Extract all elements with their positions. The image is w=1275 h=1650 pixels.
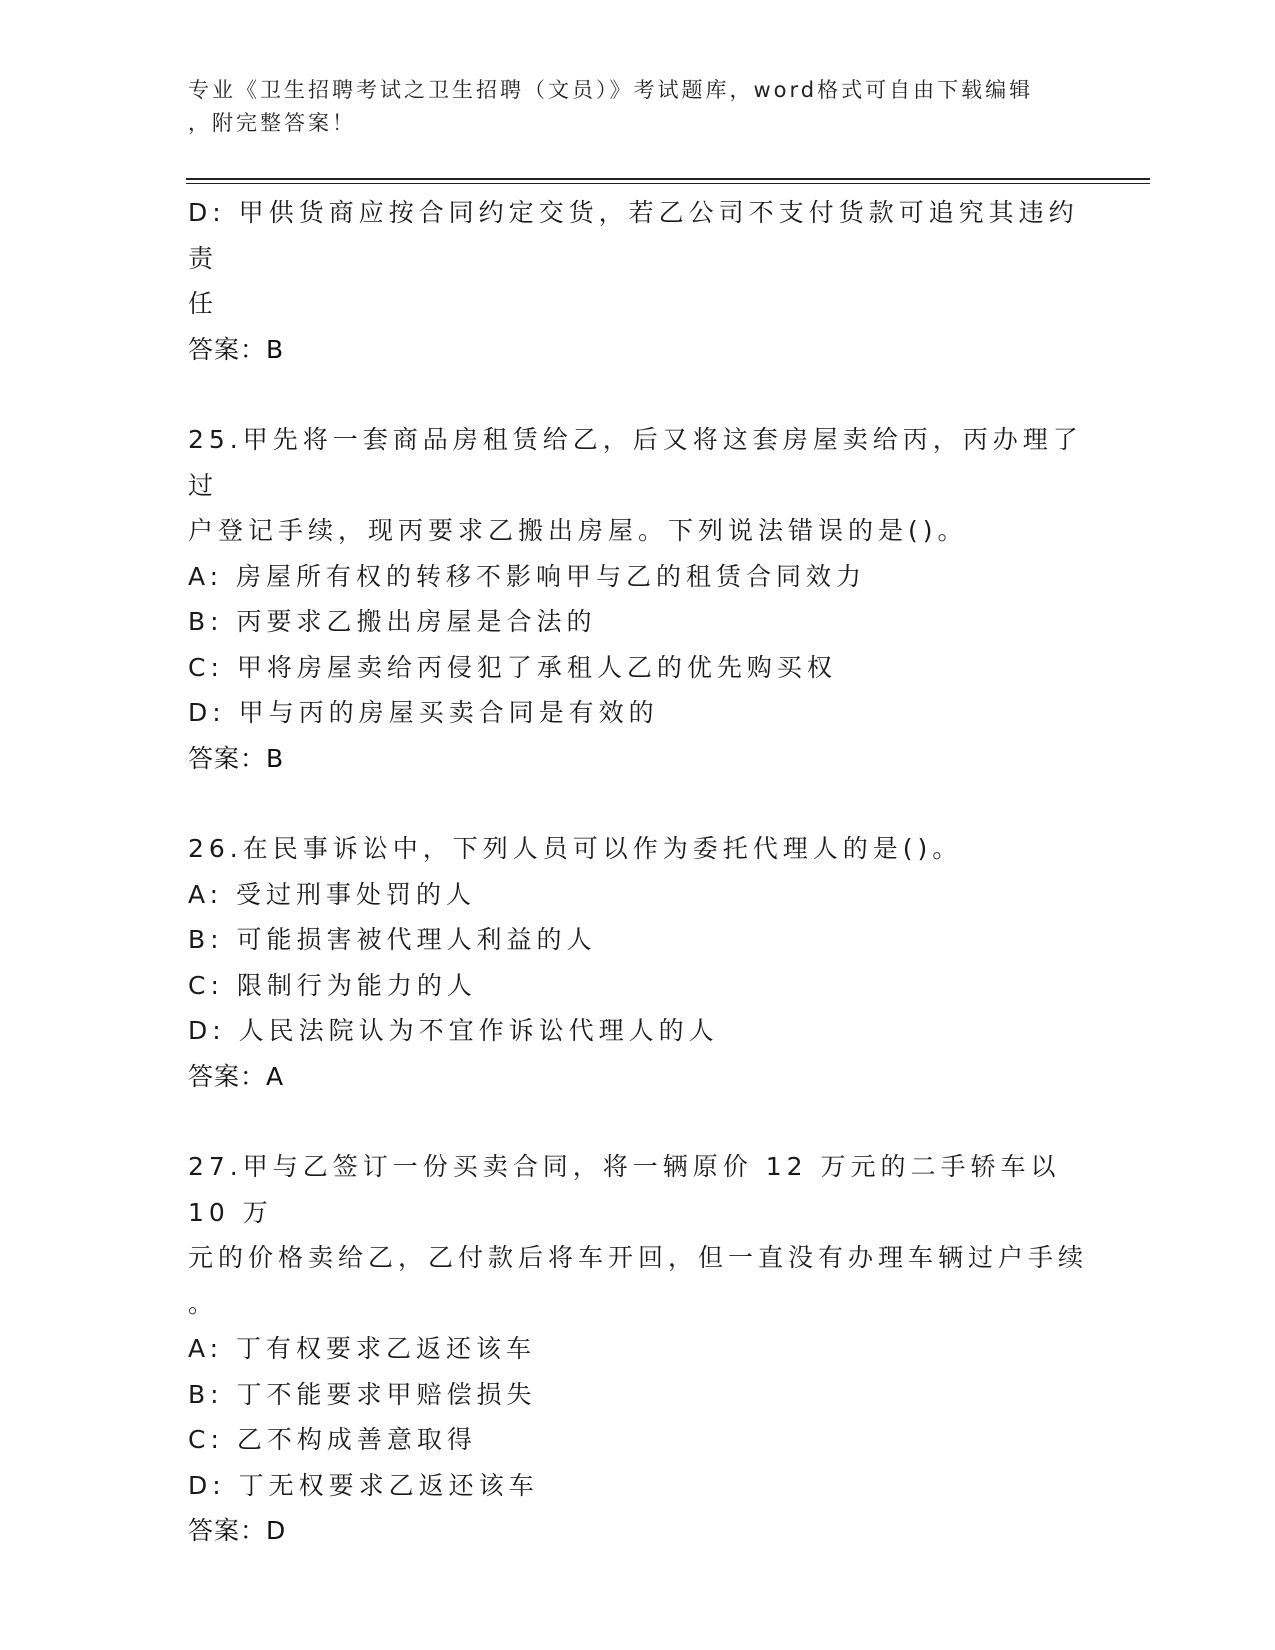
answer-label: 答案：B	[188, 334, 285, 364]
option-a: A: 房屋所有权的转移不影响甲与乙的租赁合同效力	[188, 561, 867, 591]
header-divider	[186, 178, 1150, 180]
option-b: B: 丙要求乙搬出房屋是合法的	[188, 607, 597, 636]
spacer	[188, 372, 1088, 417]
header-title-line2: ，附完整答案！	[188, 111, 356, 135]
question-stem: 25.甲先将一套商品房租赁给乙，后又将这套房屋卖给丙，丙办理了过	[188, 425, 1083, 500]
question-27	[188, 1144, 1088, 1554]
header-divider-thin	[186, 183, 1150, 184]
question-stem: 户登记手续，现丙要求乙搬出房屋。下列说法错误的是()。	[188, 516, 968, 545]
question-stem: 元的价格卖给乙，乙付款后将车开回，但一直没有办理车辆过户手续	[188, 1243, 1089, 1272]
option-d: D: 甲与丙的房屋买卖合同是有效的	[188, 698, 659, 727]
option-c: C: 乙不构成善意取得	[188, 1425, 477, 1454]
question-stem: 26.在民事诉讼中，下列人员可以作为委托代理人的是()。	[188, 834, 963, 863]
question-stem: 27.甲与乙签订一份买卖合同，将一辆原价 12 万元的二手轿车以 10 万	[188, 1152, 1074, 1227]
option-c: C: 限制行为能力的人	[188, 970, 477, 1000]
option-c: C: 甲将房屋卖给丙侵犯了承租人乙的优先购买权	[188, 652, 837, 682]
option-d: D: 人民法院认为不宜作诉讼代理人的人	[188, 1016, 719, 1045]
answer-label: 答案：A	[188, 1061, 285, 1091]
option-d: D: 丁无权要求乙返还该车	[188, 1470, 539, 1500]
option-d-continued: 任	[188, 289, 219, 318]
question-26	[188, 826, 1088, 1099]
header-title-line1: 专业《卫生招聘考试之卫生招聘（文员）》考试题库，word格式可自由下载编辑	[188, 78, 1034, 102]
question-25	[188, 417, 1088, 781]
option-a: A: 丁有权要求乙返还该车	[188, 1334, 537, 1363]
previous-question-tail	[188, 190, 1088, 372]
spacer	[188, 781, 1088, 826]
option-d: D: 甲供货商应按合同约定交货，若乙公司不支付货款可追究其违约责	[188, 198, 1079, 273]
option-b: B: 丁不能要求甲赔偿损失	[188, 1379, 537, 1409]
page-header	[188, 74, 1068, 140]
question-content	[188, 190, 1088, 1554]
answer-label: 答案：D	[188, 1516, 287, 1545]
option-b: B: 可能损害被代理人利益的人	[188, 925, 597, 954]
answer-label: 答案：B	[188, 743, 285, 773]
spacer	[188, 1099, 1088, 1144]
question-stem: 。	[188, 1288, 219, 1318]
option-a: A: 受过刑事处罚的人	[188, 879, 477, 909]
